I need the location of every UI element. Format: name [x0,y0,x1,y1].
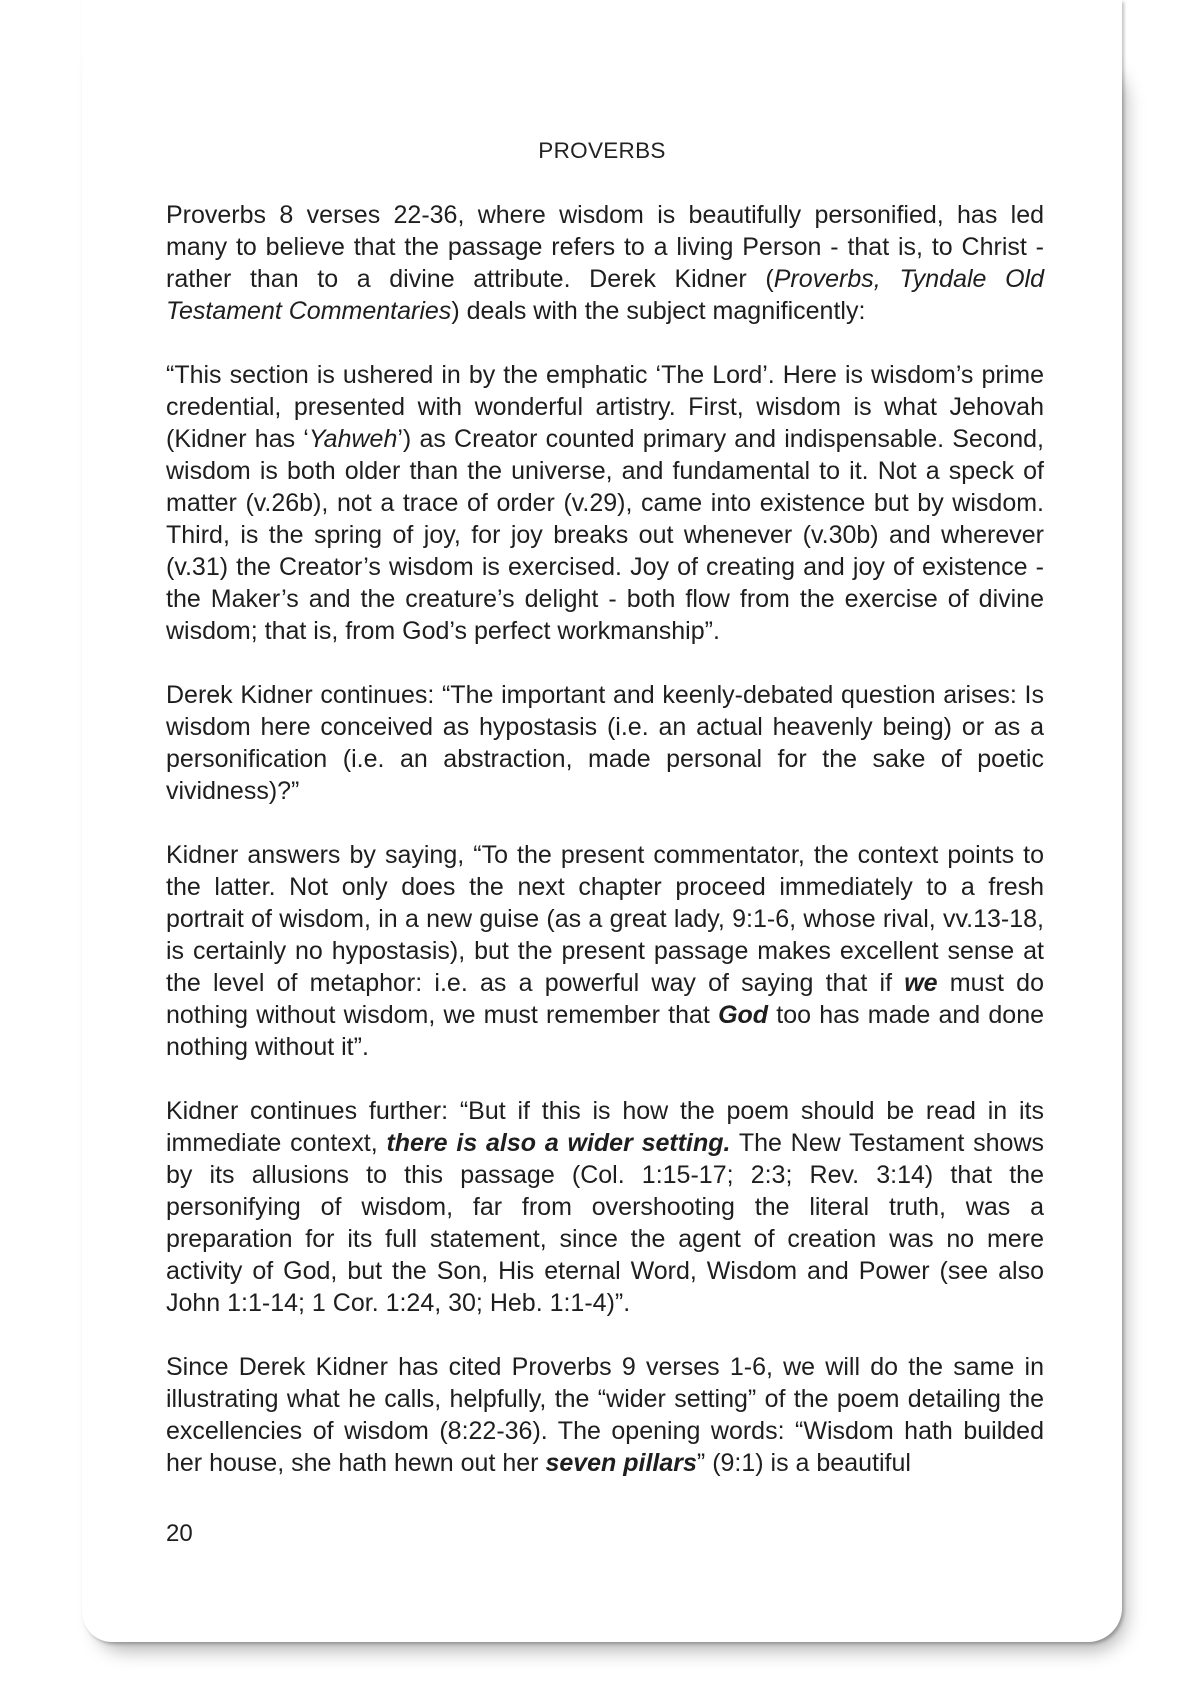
text-run: must do nothing without wisdom, we must remember that [166,969,1044,1029]
running-head: PROVERBS [538,138,666,163]
text-run: ’) as Creator counted primary and indispensable. Second, wisdom is both older than the universe, and fundamental to it. Not a speck of matter (v.26b), not a trace of order (v.29), came into existence but by wisdom. Third, is the spring of joy, for joy breaks out whenever (v.30b) and wherever (v.31) the Creator’s wisdom is exercised. Joy of creating and joy of existence - the Maker’s and the creature’s delight - both flow from the exercise of divine wisdom; that is, from God’s perfect workmanship”. [166,425,1044,645]
italic-term: Yahweh [308,425,398,453]
page-number: 20 [166,1520,193,1547]
emphasis: seven pillars [545,1449,697,1477]
text-run: Kidner answers by saying, “To the present commentator, the context points to the latter. Not only does the next chapter proceed immediately to a fresh portrait of wisdom, in a new guise (as a great lady, 9:1-6, whose rival, vv.13-18, is certainly no hypostasis), but the present passage makes excellent sense at the level of metaphor: i.e. as a powerful way of saying that if [166,841,1044,997]
book-title: Proverbs, Tyndale Old Testament Commentaries [166,265,1044,325]
text-run: Since Derek Kidner has cited Proverbs 9 verses 1-6, we will do the same in illustrating what he calls, helpfully, the “wider setting” of the poem detailing the excellencies of wisdom (8:22-36). The opening words: “Wisdom hath builded her house, she hath hewn out her [166,1353,1044,1477]
text-run: The New Testament shows by its allusions to this passage (Col. 1:15-17; 2:3; Rev. 3:14) that the personifying of wisdom, far from overshooting the literal truth, was a preparation for its full statement, since the agent of creation was no mere activity of God, but the Son, His eternal Word, Wisdom and Power (see also John 1:1-14; 1 Cor. 1:24, 30; Heb. 1:1-4)”. [166,1129,1045,1317]
paragraph-3: Derek Kidner continues: “The important and keenly-debated question arises: Is wisdom here conceived as hypostasis (i.e. an actual heavenly being) or as a personification (i.e. an abstraction, made personal for the sake of poetic vividness)?” [166,681,1044,805]
text-run: too has made and done nothing without it”. [166,1001,1045,1061]
text-run: “This section is ushered in by the emphatic ‘The Lord’. Here is wisdom’s prime credential, presented with wonderful artistry. First, wisdom is what Jehovah (Kidner has ‘ [166,361,1044,453]
emphasis: there is also a wider setting. [386,1129,731,1157]
text-run: Kidner continues further: “But if this is how the poem should be read in its immediate context, [166,1097,1044,1157]
paragraph-5 [166,1095,1044,1319]
paragraph-6 [166,1351,1044,1479]
text-run: ” (9:1) is a beautiful [696,1449,911,1477]
paragraph-2 [166,359,1044,647]
text-run: ) deals with the subject magnificently: [451,297,866,325]
paragraph-1 [166,199,1044,327]
body-text [166,199,1044,1511]
book-page [82,0,1122,1642]
emphasis: we [904,969,938,997]
paragraph-4 [166,839,1044,1063]
text-run: Proverbs 8 verses 22-36, where wisdom is beautifully personified, has led many to believe that the passage refers to a living Person - that is, to Christ - rather than to a divine attribute. Derek Kidner ( [166,201,1044,293]
emphasis: God [718,1001,769,1029]
